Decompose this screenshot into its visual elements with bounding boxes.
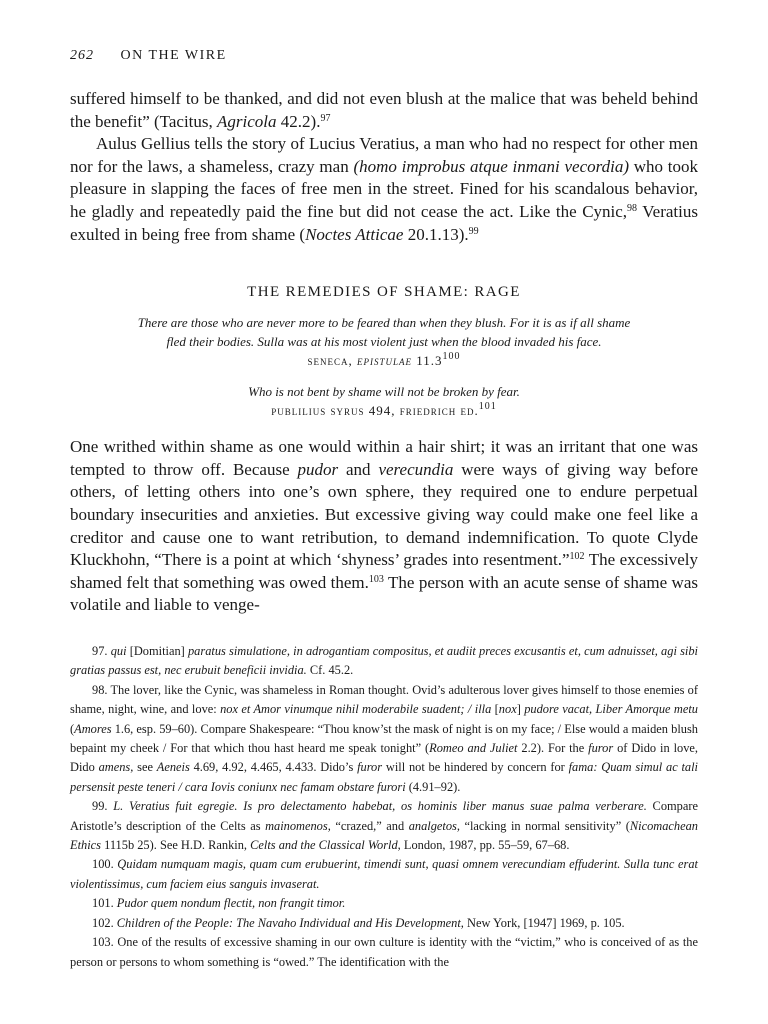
paragraph: suffered himself to be thanked, and did not even blush at the malice that was beheld behind the benefit” (Tacitus, Agricola 42.2).$^{97}$ xyxy=(70,89,698,131)
footnote-99: 99. L. Veratius fuit egregie. Is pro delectamento habebat, os hominis liber manus suae palma verberare. Compare Aristotle’s description of the Celts as mainomenos, “crazed,” and analgetos, “lacking in normal sensitivity” (Nicomachean Ethics 1115b 25). See H.D. Rankin, Celts and the Classical World, London, 1987, pp. 55–59, 67–68. xyxy=(70,799,698,853)
footnote-ref[interactable]: 102 xyxy=(569,551,585,563)
epigraph-source: seneca, epistulae 11.3$^{100}$ xyxy=(307,351,461,369)
footnotes xyxy=(70,642,698,972)
page-number: 262 xyxy=(70,48,94,63)
body-text xyxy=(70,88,698,246)
epigraph: There are those who are never more to be feared than when they blush. For it is as if all shame fled their bodies. Sulla was at his most violent just when the blood invaded his face. seneca, epistulae 11.3$^{100}$ xyxy=(70,313,698,370)
footnote-ref[interactable]: 103 xyxy=(368,573,384,585)
footnote-98: 98. The lover, like the Cynic, was shameless in Roman thought. Ovid’s adulterous lover gives himself to those enemies of shame, night, wine, and love: nox et Amor vinumque nihil moderabile suadent; / illa [nox] pudore vacat, Liber Amorque metu (Amores 1.6, esp. 59–60). Compare Shakespeare: “Thou know’st the mask of night is on my face; / Else would a maiden blush bepaint my cheek / For that which thou hast heard me speak tonight” (Romeo and Juliet 2.2). For the furor of Dido in love, Dido amens, see Aeneis 4.69, 4.92, 4.465, 4.433. Dido’s furor will not be hindered by concern for fama: Quam simul ac tali persensit peste teneri / cara Iovis coniunx nec famam obstare furori (4.91–92). xyxy=(70,682,699,794)
section-heading: THE REMEDIES OF SHAME: RAGE xyxy=(247,284,521,301)
running-head xyxy=(70,48,698,66)
footnote-ref[interactable]: 99 xyxy=(468,225,479,237)
footnote-100: 100. Quidam numquam magis, quam cum erubuerint, timendi sunt, quasi omnem verecundiam effuderint. Sulla tunc erat violentissimus, cum faciem eius sanguis invaserat. xyxy=(70,857,698,891)
footnote-ref[interactable]: 100 xyxy=(442,351,461,363)
footnote-97: 97. qui [Domitian] paratus simulatione, in adrogantiam compositus, et audiit preces excusantis et, cum adnuisset, agi sibi gratias passus est, nec erubuit beneficii invidia. Cf. 45.2. xyxy=(70,644,698,678)
footnote-ref[interactable]: 101 xyxy=(478,401,497,413)
footnote-102: 102. Children of the People: The Navaho Individual and His Development, New York, [1947] 1969, p. 105. xyxy=(92,915,625,930)
footnote-103: 103. One of the results of excessive shaming in our own culture is identity with the “victim,” who is conceived of as the person or persons to whom something is “owed.” The identification with the xyxy=(70,935,698,969)
page xyxy=(70,48,698,617)
epigraph-source: publilius syrus 494, friedrich ed.$^{101}$ xyxy=(271,401,497,419)
main-text xyxy=(70,436,698,617)
paragraph: Aulus Gellius tells the story of Lucius Veratius, a man who had no respect for other men nor for the laws, a shameless, crazy man (homo improbus atque inmani vecordia) who took pleasure in slapping the faces of free men in the street. Fined for his scandalous behavior, he gladly and repeatedly paid the fine but did not cease the act. Like the Cynic,$^{98}$ Veratius exulted in being free from shame (Noctes Atticae 20.1.13).$^{99}$ xyxy=(70,134,698,244)
paragraph: One writhed within shame as one would within a hair shirt; it was an irritant that one was tempted to throw off. Because pudor and verecundia were ways of giving way before others, of letting others into one’s own sphere, they required one to endure perpetual boundary insecurities and anxieties. But excessive giving way could make one feel like a creditor and cause one to want retribution, to demand indemnification. To quote Clyde Kluckhohn, “There is a point at which ‘shyness’ grades into resentment.”$^{102}$ The excessively shamed felt that something was owed them.$^{103}$ The person with an acute sense of shame was volatile and liable to venge- xyxy=(70,437,698,615)
footnote-ref[interactable]: 97 xyxy=(320,112,331,124)
footnote-ref[interactable]: 98 xyxy=(627,202,638,214)
epigraph: Who is not bent by shame will not be broken by fear. publilius syrus 494, friedrich ed.$^{101}$ xyxy=(70,382,698,420)
footnote-101: 101. Pudor quem nondum flectit, non frangit timor. xyxy=(92,896,346,911)
running-title: ON THE WIRE xyxy=(120,48,227,63)
